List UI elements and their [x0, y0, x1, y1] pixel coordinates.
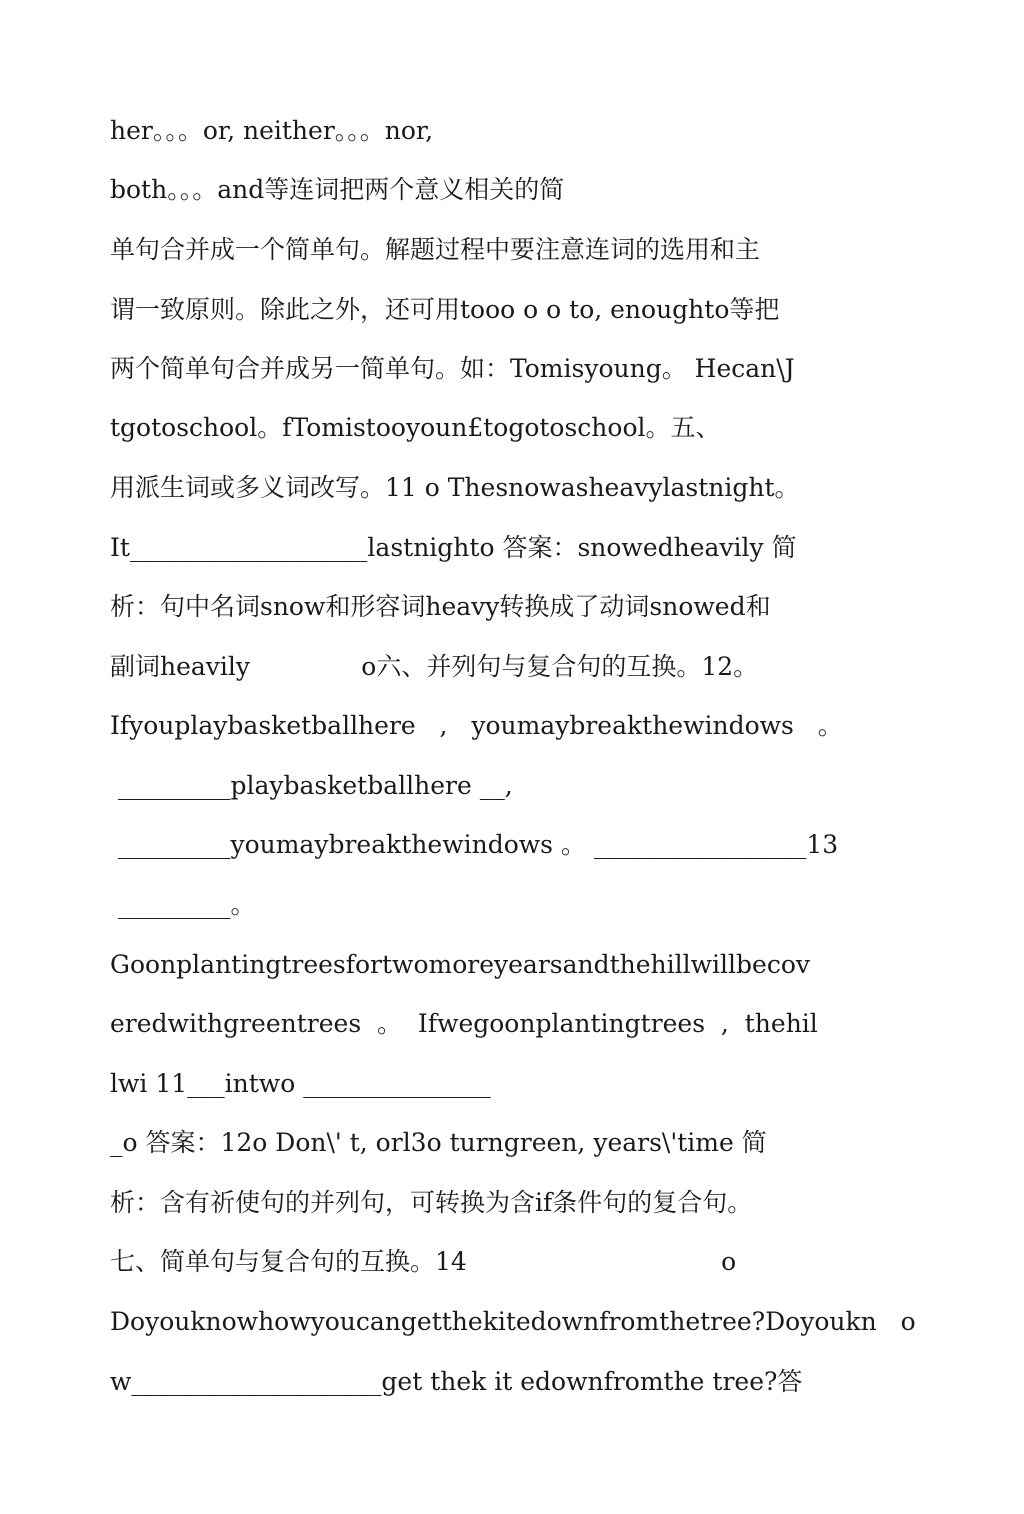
text-line-12: _________playbasketballhere __,: [110, 771, 513, 800]
text-line-3: 单句合并成一个简单句。解题过程中要注意连词的选用和主: [110, 235, 761, 264]
text-line-22: w____________________get thek it edownfromthe tree?答: [110, 1367, 803, 1396]
text-line-5: 两个简单句合并成另一简单句。如：Tomisyoung。 Hecan\J: [110, 354, 795, 383]
text-line-9: 析：句中名词snow和形容词heavy转换成了动词snowed和: [110, 592, 771, 621]
text-line-20: 七、简单句与复合句的互换。14 o: [110, 1247, 737, 1276]
text-line-6: tgotoschool。fTomistooyoun£togotoschool。五、: [110, 413, 721, 442]
text-line-1: her。。。or, neither。。。nor,: [110, 116, 434, 145]
text-line-15: Goonplantingtreesfortwomoreyearsandthehillwillbecov: [110, 950, 810, 979]
text-line-7: 用派生词或多义词改写。11 o Thesnowasheavylastnight。: [110, 473, 800, 502]
text-line-13: _________youmaybreakthewindows 。 _________________13: [110, 830, 839, 859]
text-line-17: lwi 11___intwo _______________: [110, 1069, 491, 1098]
text-line-19: 析：含有祈使句的并列句，可转换为含if条件句的复合句。: [110, 1188, 753, 1217]
text-line-18: _o 答案：12o Don\' t, orl3o turngreen, years\'time 简: [110, 1128, 767, 1157]
text-line-21: Doyouknowhowyoucangetthekitedownfromthetree?Doyoukn o: [110, 1307, 916, 1336]
text-line-4: 谓一致原则。除此之外，还可用tooo o o to, enoughto等把: [110, 295, 780, 324]
text-line-2: both。。。and等连词把两个意义相关的简: [110, 175, 565, 204]
text-line-16: eredwithgreentrees 。 Ifwegoonplantingtrees , thehil: [110, 1009, 818, 1038]
text-line-14: _________。: [110, 890, 256, 919]
text-line-11: Ifyouplaybasketballhere , youmaybreakthewindows 。: [110, 711, 843, 740]
text-line-8: It___________________lastnighto 答案：snowedheavily 简: [110, 533, 797, 562]
text-line-10: 副词heavily o六、并列句与复合句的互换。12。: [110, 652, 759, 681]
